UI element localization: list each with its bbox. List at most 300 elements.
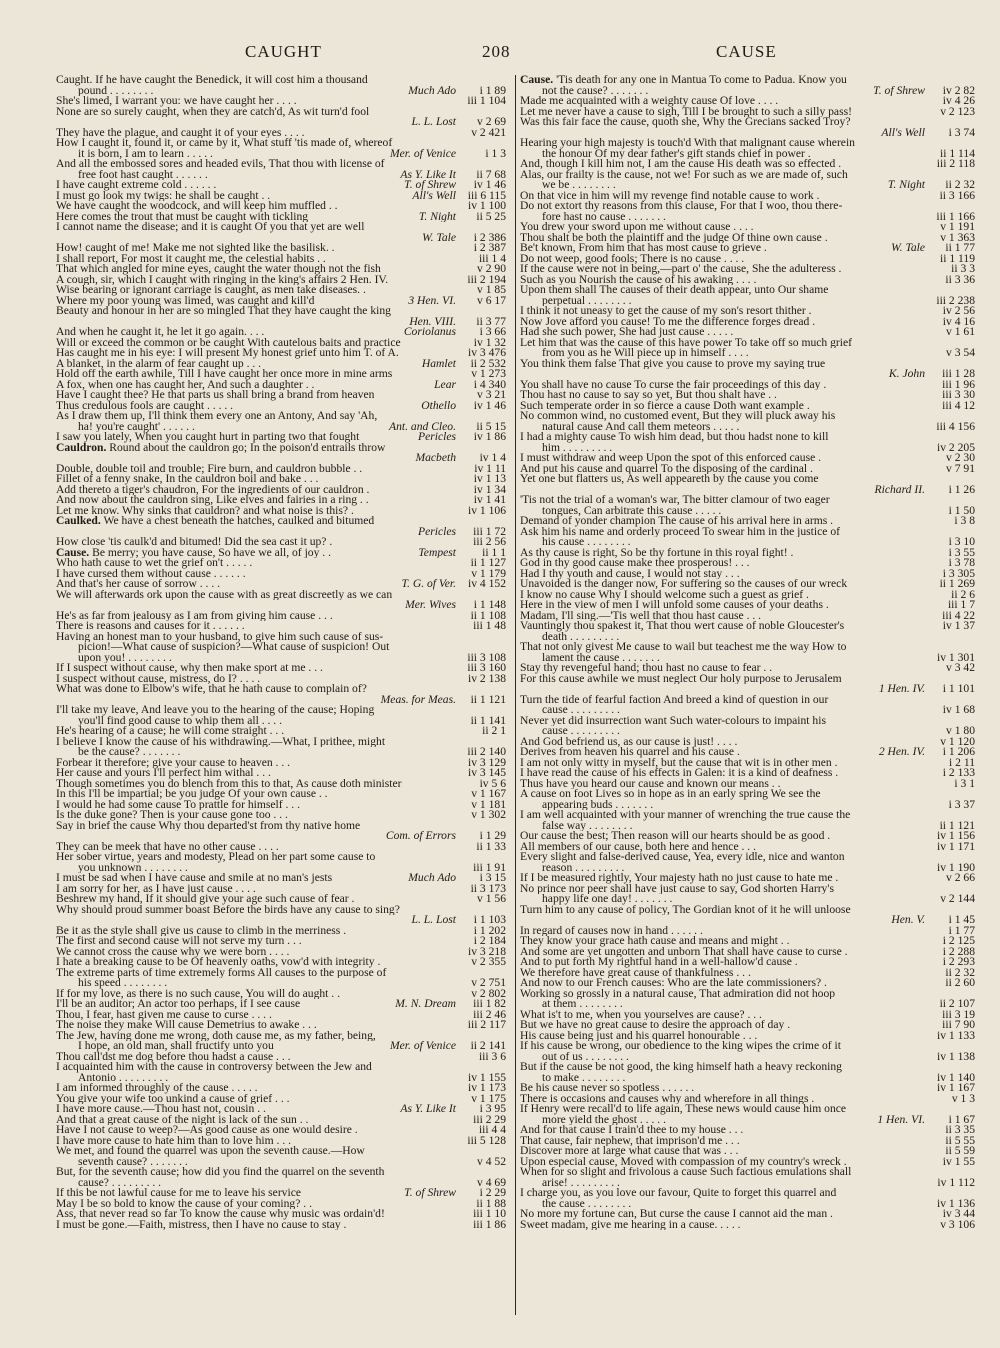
concordance-line bbox=[56, 1146, 506, 1157]
quotation-text: you unknown . . . . . . . . bbox=[78, 862, 188, 873]
quotation-text: not the cause? . . . . . . . bbox=[542, 85, 649, 96]
act-scene-line: ii 2 532 bbox=[470, 358, 506, 369]
quotation-text: Why should proud summer boast Before the birds have any cause to sing? bbox=[56, 904, 400, 915]
act-scene-line: i 2 184 bbox=[473, 936, 506, 947]
concordance-line bbox=[520, 674, 975, 685]
quotation-text: In this I'll be impartial; be you judge Of your own cause . . bbox=[56, 789, 328, 800]
concordance-line bbox=[56, 705, 506, 716]
quotation-text: I have read the cause of his effects in Galen: it is a kind of deafness . bbox=[520, 768, 839, 779]
quotation-text: pound . . . . . . . . bbox=[78, 85, 154, 96]
concordance-line bbox=[520, 1094, 975, 1105]
quotation-text: And that a great cause of the night is lack of the sun . . bbox=[56, 1114, 309, 1125]
act-scene-line: iv 1 32 bbox=[473, 337, 506, 348]
act-scene-line: ii 5 55 bbox=[945, 1135, 975, 1146]
concordance-line bbox=[56, 243, 506, 254]
act-scene-line: ii 1 108 bbox=[470, 610, 506, 621]
act-scene-line: ii 3 35 bbox=[945, 1125, 975, 1136]
play-abbreviation: Com. of Errors bbox=[385, 831, 456, 842]
headword-line: Cause. 'Tis death for any one in Mantua To come to Padua. Know you bbox=[520, 75, 847, 86]
play-abbreviation: M. N. Dream bbox=[395, 999, 456, 1010]
quotation-text: God in thy good cause make thee prosperous! . . . bbox=[520, 558, 750, 569]
act-scene-line: v 1 191 bbox=[940, 222, 975, 233]
concordance-line bbox=[520, 737, 975, 748]
concordance-line bbox=[56, 359, 506, 370]
act-scene-line: v 1 363 bbox=[940, 232, 975, 243]
quotation-text: But if the cause be not good, the king himself hath a heavy reckoning bbox=[520, 1062, 842, 1073]
act-scene-line: iv 4 152 bbox=[467, 579, 506, 590]
act-scene-line: i 3 37 bbox=[948, 799, 975, 810]
quotation-text: We therefore have great cause of thankfulness . . . bbox=[520, 967, 751, 978]
act-scene-line: i 3 8 bbox=[954, 516, 975, 527]
act-scene-line: iv 2 205 bbox=[936, 442, 975, 453]
quotation-text: They know your grace hath cause and means and might . . bbox=[520, 936, 790, 947]
concordance-line bbox=[56, 747, 506, 758]
act-scene-line: iv 3 44 bbox=[942, 1209, 975, 1220]
headword-line: Cause. Be merry; you have cause, So have we all, of joy . . bbox=[56, 547, 331, 558]
act-scene-line: i 2 11 bbox=[949, 757, 975, 768]
act-scene-line: i 1 202 bbox=[473, 925, 506, 936]
act-scene-line: v 1 3 bbox=[951, 1093, 975, 1104]
act-scene-line: iii 1 91 bbox=[473, 862, 506, 873]
act-scene-line: iv 1 106 bbox=[467, 505, 506, 516]
quotation-text: picion!—What cause of suspicion?—What cause of suspicion! Out bbox=[78, 642, 390, 653]
play-abbreviation: L. L. Lost bbox=[411, 915, 456, 926]
concordance-line bbox=[56, 989, 506, 1000]
quotation-text: Antonio . . . . . . . . . bbox=[78, 1072, 169, 1083]
concordance-line bbox=[520, 138, 975, 149]
act-scene-line: iii 7 90 bbox=[942, 1020, 975, 1031]
quotation-text: That cause, fair nephew, that imprison'd me . . . bbox=[520, 1135, 740, 1146]
concordance-line bbox=[520, 212, 975, 223]
act-scene-line: ii 3 166 bbox=[939, 190, 975, 201]
concordance-line bbox=[56, 380, 506, 391]
play-abbreviation: T. of Shrew bbox=[404, 180, 456, 191]
concordance-line bbox=[56, 600, 506, 611]
play-abbreviation: Hamlet bbox=[421, 358, 456, 369]
concordance-line bbox=[520, 1125, 975, 1136]
play-abbreviation: Mer. of Venice bbox=[390, 1041, 456, 1052]
quotation-text: Demand of yonder champion The cause of his arrival here in arms . bbox=[520, 516, 834, 527]
act-scene-line: v 2 90 bbox=[477, 264, 506, 275]
quotation-text: I have cursed them without cause . . . . . . bbox=[56, 568, 246, 579]
concordance-line bbox=[520, 401, 975, 412]
quotation-text: How! caught of me! Make me not sighted like the basilisk. . bbox=[56, 243, 335, 254]
quotation-text: Let me never have a cause to sigh, Till I be brought to such a silly pass! bbox=[520, 106, 852, 117]
quotation-text: his speed . . . . . . . . bbox=[78, 978, 168, 989]
quotation-text: Having an honest man to your husband, to give him such cause of sus- bbox=[56, 631, 384, 642]
act-scene-line: iv 1 46 bbox=[473, 180, 506, 191]
concordance-line bbox=[56, 1073, 506, 1084]
act-scene-line: iii 1 86 bbox=[473, 1219, 506, 1230]
concordance-line bbox=[520, 957, 975, 968]
concordance-line bbox=[56, 810, 506, 821]
quotation-text: I have more cause.—Thou hast not, cousin . . bbox=[56, 1104, 266, 1115]
concordance-line bbox=[520, 464, 975, 475]
concordance-line bbox=[56, 138, 506, 149]
concordance-line bbox=[56, 254, 506, 265]
concordance-line bbox=[56, 936, 506, 947]
quotation-text: As I draw them up, I'll think them every one an Antony, And say 'Ah, bbox=[56, 411, 378, 422]
concordance-line bbox=[520, 695, 975, 706]
concordance-line bbox=[56, 432, 506, 443]
act-scene-line: ii 5 15 bbox=[476, 421, 506, 432]
act-scene-line: ii 1 88 bbox=[476, 1198, 506, 1209]
act-scene-line: iv 5 6 bbox=[479, 778, 506, 789]
play-abbreviation: Tempest bbox=[418, 547, 456, 558]
concordance-line bbox=[56, 212, 506, 223]
concordance-line bbox=[56, 107, 506, 118]
act-scene-line: i 3 78 bbox=[948, 558, 975, 569]
quotation-text: Beshrew my hand, If it should give your age such cause of fear . bbox=[56, 894, 355, 905]
concordance-line bbox=[56, 401, 506, 412]
quotation-text: What was done to Elbow's wife, that he hath cause to complain of? bbox=[56, 684, 367, 695]
quotation-text: false way . . . . . . . . bbox=[542, 820, 633, 831]
act-scene-line: v 1 181 bbox=[471, 799, 506, 810]
quotation-text: Do not extort thy reasons from this clause, For that I woo, thou there- bbox=[520, 201, 843, 212]
concordance-line bbox=[56, 873, 506, 884]
quotation-text: Be't known, From him that has most cause to grieve . bbox=[520, 243, 767, 254]
concordance-line bbox=[56, 1157, 506, 1168]
act-scene-line: v 3 42 bbox=[946, 663, 975, 674]
quotation-text: Yet one but flatters us, As well appeareth by the cause you come bbox=[520, 474, 819, 485]
concordance-line bbox=[520, 1083, 975, 1094]
quotation-text: That not only givest Me cause to wail but teachest me the way How to bbox=[520, 642, 847, 653]
act-scene-line: i 1 77 bbox=[948, 925, 975, 936]
quotation-text: Ask him his name and orderly proceed To swear him in the justice of bbox=[520, 526, 840, 537]
concordance-line bbox=[56, 327, 506, 338]
concordance-line bbox=[56, 1062, 506, 1073]
concordance-line bbox=[56, 1125, 506, 1136]
act-scene-line: i 1 101 bbox=[942, 684, 975, 695]
act-scene-line: i 1 3 bbox=[485, 148, 506, 159]
concordance-line bbox=[520, 1188, 975, 1199]
quotation-text: That which angled for mine eyes, caught the water though not the fish bbox=[56, 264, 381, 275]
quotation-text: And for that cause I train'd thee to my house . . . bbox=[520, 1125, 744, 1136]
act-scene-line: i 1 29 bbox=[479, 831, 506, 842]
concordance-line bbox=[56, 1136, 506, 1147]
quotation-text: Hearing your high majesty is touch'd With that malignant cause wherein bbox=[520, 138, 855, 149]
quotation-text: I know no cause Why I should welcome such a guest as grief . bbox=[520, 589, 809, 600]
quotation-text: cause . . . . . . . . . bbox=[542, 726, 620, 737]
quotation-text: Here comes the trout that must be caught with tickling bbox=[56, 211, 309, 222]
play-abbreviation: As Y. Like It bbox=[400, 1104, 456, 1115]
concordance-line bbox=[520, 1209, 975, 1220]
act-scene-line: iv 1 112 bbox=[937, 1177, 975, 1188]
concordance-line bbox=[520, 317, 975, 328]
act-scene-line: v 3 54 bbox=[946, 348, 975, 359]
quotation-text: I suspect without cause, mistress, do I? . . . . bbox=[56, 673, 261, 684]
concordance-line bbox=[520, 411, 975, 422]
concordance-line bbox=[520, 758, 975, 769]
concordance-line bbox=[56, 590, 506, 601]
quotation-text: Say in brief the cause Why thou departed'st from thy native home bbox=[56, 820, 361, 831]
concordance-line bbox=[56, 926, 506, 937]
quotation-text: Hold off the earth awhile, Till I have caught her once more in mine arms bbox=[56, 369, 393, 380]
concordance-line bbox=[520, 873, 975, 884]
act-scene-line: iv 1 190 bbox=[936, 862, 975, 873]
act-scene-line: iii 2 56 bbox=[473, 537, 506, 548]
quotation-text: For this cause awhile we must neglect Our holy purpose to Jerusalem bbox=[520, 673, 842, 684]
quotation-text: Have I not cause to weep?—As good cause as one would desire . bbox=[56, 1125, 358, 1136]
concordance-line bbox=[520, 1031, 975, 1042]
concordance-line bbox=[520, 506, 975, 517]
quotation-text: Thou, I fear, hast given me cause to curse . . . . bbox=[56, 1009, 272, 1020]
concordance-line bbox=[520, 1136, 975, 1147]
concordance-line bbox=[520, 380, 975, 391]
concordance-line bbox=[520, 653, 975, 664]
play-abbreviation: T. Night bbox=[418, 211, 456, 222]
act-scene-line: v 3 106 bbox=[940, 1219, 975, 1230]
act-scene-line: iii 2 140 bbox=[467, 747, 506, 758]
concordance-line bbox=[520, 117, 975, 128]
concordance-line bbox=[56, 159, 506, 170]
quotation-text: death . . . . . . . . . bbox=[542, 631, 620, 642]
quotation-text: The noise they make Will cause Demetrius to awake . . . bbox=[56, 1020, 317, 1031]
quotation-text: lament the cause . . . . . . . bbox=[542, 652, 660, 663]
act-scene-line: v 2 69 bbox=[477, 117, 506, 128]
quotation-text: I had a mighty cause To wish him dead, but thou hadst none to kill bbox=[520, 432, 829, 443]
quotation-text: How I caught it, found it, or came by it, What stuff 'tis made of, whereof bbox=[56, 138, 393, 149]
act-scene-line: iv 4 26 bbox=[942, 96, 975, 107]
play-abbreviation: Much Ado bbox=[408, 873, 456, 884]
concordance-line bbox=[520, 390, 975, 401]
quotation-text: Where my poor young was limed, was caught and kill'd bbox=[56, 295, 315, 306]
play-abbreviation: Pericles bbox=[418, 526, 456, 537]
concordance-line bbox=[520, 1199, 975, 1210]
act-scene-line: i 3 305 bbox=[942, 568, 975, 579]
concordance-line bbox=[56, 1041, 506, 1052]
quotation-text: The Jew, having done me wrong, doth cause me, as my father, being, bbox=[56, 1030, 376, 1041]
quotation-text: Will or exceed the common or be caught With cautelous baits and practice bbox=[56, 337, 401, 348]
act-scene-line: iv 1 68 bbox=[942, 705, 975, 716]
concordance-line bbox=[520, 527, 975, 538]
act-scene-line: iii 5 128 bbox=[467, 1135, 506, 1146]
quotation-text: we be . . . . . . . . bbox=[542, 180, 616, 191]
concordance-line bbox=[56, 863, 506, 874]
concordance-line bbox=[56, 947, 506, 958]
concordance-line bbox=[520, 789, 975, 800]
quotation-text: I think it not uneasy to get the cause of my son's resort thither . bbox=[520, 306, 812, 317]
quotation-text: Caught. If he have caught the Benedick, it will cost him a thousand bbox=[56, 75, 368, 86]
act-scene-line: iv 2 82 bbox=[942, 85, 975, 96]
quotation-text: Made me acquainted with a weighty cause Of love . . . . bbox=[520, 96, 779, 107]
quotation-text: And that's her cause of sorrow . . . . bbox=[56, 579, 221, 590]
quotation-text: at them . . . . . . . . bbox=[542, 999, 623, 1010]
quotation-text: If his cause be wrong, our obedience to the king wipes the crime of it bbox=[520, 1041, 841, 1052]
act-scene-line: v 2 144 bbox=[940, 894, 975, 905]
play-abbreviation: L. L. Lost bbox=[411, 117, 456, 128]
concordance-line bbox=[56, 800, 506, 811]
concordance-line bbox=[56, 684, 506, 695]
concordance-line bbox=[520, 548, 975, 559]
quotation-text: Her cause and yours I'll perfect him withal . . . bbox=[56, 768, 271, 779]
running-head-right: CAUSE bbox=[716, 42, 777, 61]
concordance-line bbox=[520, 369, 975, 380]
quotation-text: Such as you Nourish the cause of his awaking . . . . bbox=[520, 274, 757, 285]
quotation-text: As thy cause is right, So be thy fortune in this royal fight! . bbox=[520, 547, 794, 558]
concordance-line bbox=[56, 86, 506, 97]
concordance-line bbox=[56, 495, 506, 506]
act-scene-line: i 3 66 bbox=[479, 327, 506, 338]
concordance-line bbox=[56, 569, 506, 580]
concordance-line bbox=[56, 852, 506, 863]
concordance-line bbox=[56, 768, 506, 779]
quotation-text: Have I caught thee? He that parts us shall bring a brand from heaven bbox=[56, 390, 375, 401]
quotation-text: Such temperate order in so fierce a cause Doth want example . bbox=[520, 400, 810, 411]
concordance-line bbox=[56, 579, 506, 590]
concordance-line bbox=[56, 464, 506, 475]
concordance-line bbox=[520, 569, 975, 580]
act-scene-line: v 1 273 bbox=[471, 369, 506, 380]
concordance-line bbox=[56, 233, 506, 244]
act-scene-line: iii 1 72 bbox=[473, 526, 506, 537]
quotation-text: I am sorry for her, as I have just cause . . . . bbox=[56, 883, 256, 894]
concordance-line bbox=[56, 369, 506, 380]
quotation-text: And put his cause and quarrel To the disposing of the cardinal . bbox=[520, 463, 813, 474]
act-scene-line: i 2 293 bbox=[942, 957, 975, 968]
concordance-line bbox=[520, 159, 975, 170]
concordance-line bbox=[56, 842, 506, 853]
quotation-text: Be his cause never so spotless . . . . . . bbox=[520, 1083, 695, 1094]
concordance-line bbox=[520, 705, 975, 716]
quotation-text: happy life one day! . . . . . . . bbox=[542, 894, 673, 905]
concordance-line bbox=[520, 75, 975, 86]
running-head-left: CAUGHT bbox=[245, 42, 322, 61]
act-scene-line: iii 2 194 bbox=[467, 274, 506, 285]
quotation-text: I shall report, For most it caught me, the celestial habits . . bbox=[56, 253, 326, 264]
quotation-text: perpetual . . . . . . . . bbox=[542, 295, 632, 306]
concordance-line bbox=[520, 989, 975, 1000]
concordance-line bbox=[56, 968, 506, 979]
quotation-text: Is the duke gone? Then is your cause gone too . . . bbox=[56, 810, 288, 821]
quotation-text: the honour Of my dear father's gift stands chief in power . bbox=[542, 148, 811, 159]
quotation-text: If Henry were recall'd to life again, These news would cause him once bbox=[520, 1104, 847, 1115]
act-scene-line: v 4 52 bbox=[477, 1156, 506, 1167]
act-scene-line: ii 1 127 bbox=[470, 558, 506, 569]
quotation-text: you'll find good cause to whip them all . . . . bbox=[78, 715, 282, 726]
concordance-line bbox=[520, 821, 975, 832]
act-scene-line: i 3 74 bbox=[948, 127, 975, 138]
act-scene-line: i 3 15 bbox=[479, 873, 506, 884]
act-scene-line: i 3 55 bbox=[948, 547, 975, 558]
quotation-text: They can be meek that have no other cause . . . . bbox=[56, 841, 279, 852]
play-abbreviation: Much Ado bbox=[408, 85, 456, 96]
concordance-line bbox=[56, 737, 506, 748]
right-column bbox=[520, 75, 975, 1230]
concordance-line bbox=[520, 747, 975, 758]
act-scene-line: ii 3 77 bbox=[476, 316, 506, 327]
act-scene-line: iv 1 167 bbox=[936, 1083, 975, 1094]
quotation-text: A cause on foot Lives so in hope as in an early spring We see the bbox=[520, 789, 821, 800]
quotation-text: No prince nor peer shall have just cause to say, God shorten Harry's bbox=[520, 883, 834, 894]
concordance-line bbox=[520, 1052, 975, 1063]
quotation-text: ha! you're caught' . . . . . . bbox=[78, 421, 195, 432]
quotation-text: We will afterwards ork upon the cause with as great discreetly as we can bbox=[56, 589, 393, 600]
quotation-text: We cannot cross the cause why we were born . . . . bbox=[56, 946, 290, 957]
act-scene-line: iii 4 4 bbox=[478, 1125, 506, 1136]
quotation-text: I have more cause to hate him than to love him . . . bbox=[56, 1135, 292, 1146]
quotation-text: Had I thy youth and cause, I would not stay . . . bbox=[520, 568, 740, 579]
quotation-text: I must be gone.—Faith, mistress, then I have no cause to stay . bbox=[56, 1219, 347, 1230]
concordance-line bbox=[56, 317, 506, 328]
quotation-text: Derives from heaven his quarrel and his cause . bbox=[520, 747, 740, 758]
headword: Caulked. bbox=[56, 516, 101, 527]
concordance-line bbox=[56, 999, 506, 1010]
concordance-line bbox=[520, 422, 975, 433]
quotation-text: Our cause the best; Then reason will our hearts should be as good . bbox=[520, 831, 831, 842]
quotation-text: him . . . . . . . . . bbox=[542, 442, 613, 453]
concordance-line bbox=[56, 96, 506, 107]
quotation-text: The extreme parts of time extremely forms All causes to the purpose of bbox=[56, 967, 387, 978]
quotation-text: You shall have no cause To curse the fair proceedings of this day . bbox=[520, 379, 827, 390]
act-scene-line: v 2 421 bbox=[471, 127, 506, 138]
concordance-line bbox=[520, 537, 975, 548]
concordance-line bbox=[520, 306, 975, 317]
act-scene-line: iv 1 86 bbox=[473, 432, 506, 443]
concordance-line bbox=[56, 1115, 506, 1126]
quotation-text: And when he caught it, he let it go again. . . . bbox=[56, 327, 265, 338]
quotation-text: None are so surely caught, when they are catch'd, As wit turn'd fool bbox=[56, 106, 370, 117]
act-scene-line: v 2 355 bbox=[471, 957, 506, 968]
quotation-text: arise! . . . . . . . . . bbox=[542, 1177, 620, 1188]
act-scene-line: iii 3 6 bbox=[478, 1051, 506, 1062]
act-scene-line: ii 1 121 bbox=[470, 694, 506, 705]
concordance-line bbox=[56, 191, 506, 202]
quotation-text: I'll be an auditor; An actor too perhaps, if I see cause bbox=[56, 999, 301, 1010]
play-abbreviation: Richard II. bbox=[874, 484, 925, 495]
quotation-text: Had she such power, She had just cause . . . . . bbox=[520, 327, 734, 338]
act-scene-line: i 2 386 bbox=[473, 232, 506, 243]
quotation-text: You think them false That give you cause to prove my saying true bbox=[520, 358, 826, 369]
quotation-text: What is't to me, when you yourselves are cause? . . . bbox=[520, 1009, 762, 1020]
act-scene-line: v 1 302 bbox=[471, 810, 506, 821]
concordance-line bbox=[520, 978, 975, 989]
quotation-text: Her sober virtue, years and modesty, Plead on her part some cause to bbox=[56, 852, 376, 863]
concordance-line bbox=[520, 180, 975, 191]
concordance-line bbox=[520, 779, 975, 790]
concordance-line bbox=[520, 768, 975, 779]
quotation-text: If I suspect without cause, why then make sport at me . . . bbox=[56, 663, 323, 674]
headword: Cause. bbox=[56, 547, 90, 558]
concordance-line bbox=[520, 726, 975, 737]
concordance-line bbox=[520, 1115, 975, 1126]
play-abbreviation: T. of Shrew bbox=[404, 1188, 456, 1199]
quotation-text: cause? . . . . . . . . . bbox=[78, 1177, 162, 1188]
concordance-line bbox=[56, 453, 506, 464]
concordance-line bbox=[56, 275, 506, 286]
concordance-line bbox=[520, 611, 975, 622]
play-abbreviation: Meas. for Meas. bbox=[380, 694, 456, 705]
concordance-line bbox=[520, 810, 975, 821]
quotation-text: Do not weep, good fools; There is no cause . . . . bbox=[520, 253, 745, 264]
quotation-text: his cause . . . . . . . . bbox=[542, 537, 631, 548]
concordance-line bbox=[520, 107, 975, 118]
concordance-line bbox=[520, 1146, 975, 1157]
play-abbreviation: As Y. Like It bbox=[400, 169, 456, 180]
quotation-text: There is occasions and causes why and wherefore in all things . bbox=[520, 1093, 815, 1104]
concordance-line bbox=[520, 852, 975, 863]
concordance-line bbox=[56, 653, 506, 664]
act-scene-line: v 6 17 bbox=[477, 295, 506, 306]
play-abbreviation: K. John bbox=[888, 369, 925, 380]
concordance-line bbox=[520, 1157, 975, 1168]
concordance-line bbox=[520, 915, 975, 926]
act-scene-line: ii 7 68 bbox=[476, 169, 506, 180]
act-scene-line: ii 2 107 bbox=[939, 999, 975, 1010]
play-abbreviation: Coriolanus bbox=[403, 327, 456, 338]
concordance-line bbox=[520, 432, 975, 443]
act-scene-line: iv 1 136 bbox=[936, 1198, 975, 1209]
